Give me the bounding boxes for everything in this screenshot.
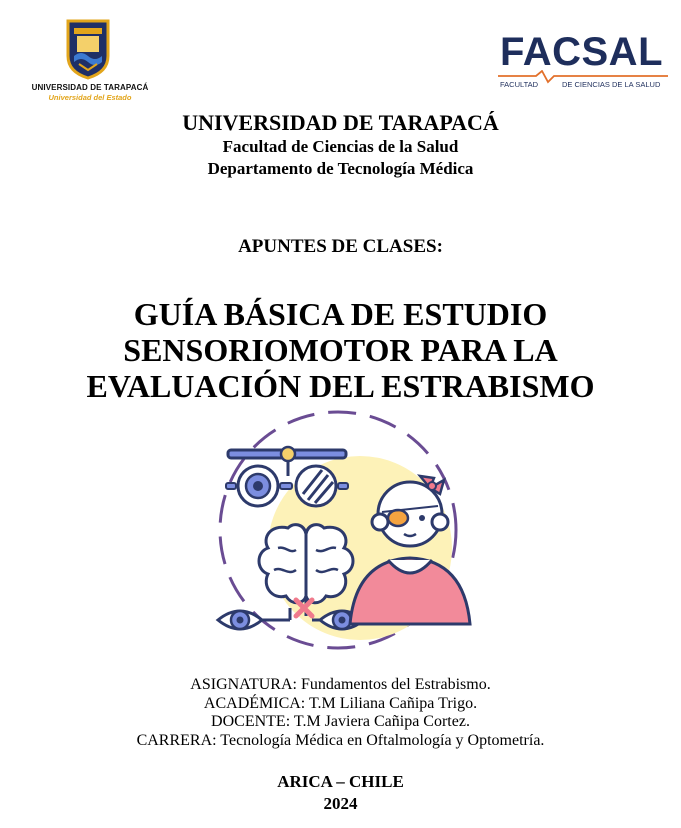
department-name: Departamento de Tecnología Médica — [207, 159, 474, 178]
facsal-wordmark-fac: FAC — [500, 30, 582, 74]
course-details — [0, 676, 681, 750]
eyepatch-icon — [388, 510, 408, 526]
university-logo — [20, 18, 160, 108]
left-eye-icon — [218, 611, 262, 629]
facsal-subtitle: DE CIENCIAS DE LA SALUD — [562, 80, 661, 89]
document-title-line: GUÍA BÁSICA DE ESTUDIO — [133, 296, 548, 332]
university-logo-name: UNIVERSIDAD DE TARAPACÁ — [31, 83, 149, 92]
university-shield-icon — [65, 18, 111, 80]
career-line: CARRERA: Tecnología Médica en Oftalmología y Optometría. — [136, 731, 545, 749]
academic-line: ACADÉMICA: T.M Liliana Cañipa Trigo. — [203, 694, 478, 712]
document-type-label: APUNTES DE CLASES: — [238, 236, 443, 257]
facsal-wordmark-sal: SAL — [581, 30, 663, 74]
year-line: 2024 — [323, 794, 358, 813]
subject-line: ASIGNATURA: Fundamentos del Estrabismo. — [190, 676, 491, 693]
place-line: ARICA – CHILE — [277, 772, 404, 791]
facsal-wordmark — [500, 30, 663, 74]
facsal-subtitle-prefix: FACULTAD — [500, 80, 539, 89]
teacher-line: DOCENTE: T.M Javiera Cañipa Cortez. — [211, 713, 470, 730]
document-title — [0, 296, 681, 404]
document-title-line: EVALUACIÓN DEL ESTRABISMO — [86, 368, 595, 404]
university-logo-tagline: Universidad del Estado — [48, 93, 132, 102]
university-name: UNIVERSIDAD DE TARAPACÁ — [182, 110, 499, 135]
faculty-name: Facultad de Ciencias de la Salud — [222, 137, 459, 156]
facsal-logo — [498, 30, 668, 95]
strabismus-illustration — [200, 410, 480, 660]
document-title-line: SENSORIOMOTOR PARA LA — [123, 332, 558, 368]
